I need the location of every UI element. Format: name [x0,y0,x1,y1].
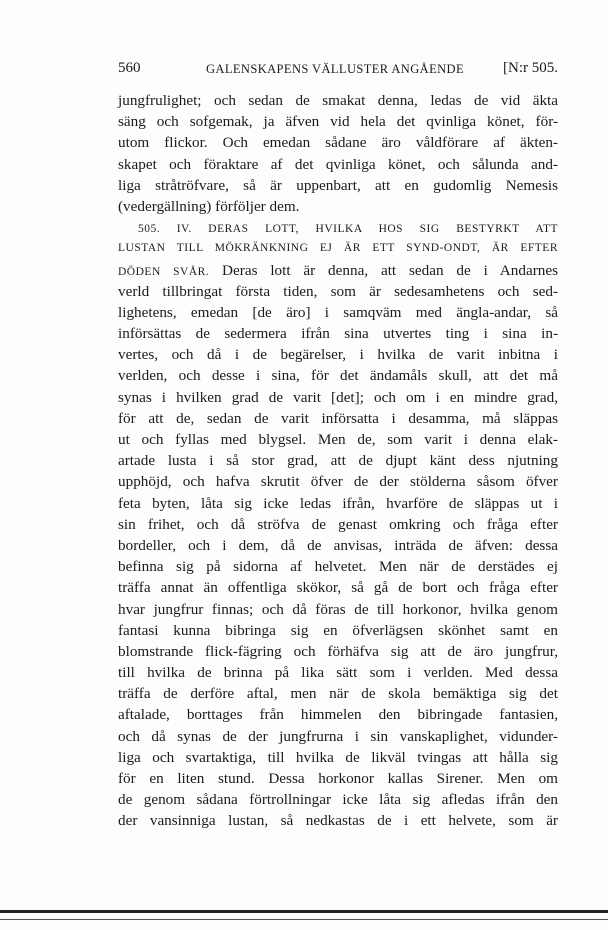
text-line: synas i hvilken grad de varit [det]; och om i en mindre grad, [118,388,558,406]
paragraph-start: Deras lott är denna, att sedan de i Andarnes [209,261,559,279]
text-line: införsättas de sedermera ifrån sina utvertes ting i sina in- [118,325,558,343]
text-line: der vansinniga lustan, så nedkastas de i ett helvete, som är [118,812,558,830]
text-line: liga stråtröfvare, så är uppenbart, att en gudomlig Nemesis [118,176,558,194]
text-line: jungfrulighet; och sedan de smakat denna, ledas de vid äkta [118,92,558,109]
page-bottom-edge [0,910,608,913]
text-line: för att de, sedan de varit införsatta i desamma, må släppas [118,409,558,427]
text-line: bordeller, och i dem, då de anvisas, inträda de äfven: dessa [118,536,558,554]
text-line: till hvilka de brinna på lika sätt som i verlden. Med dessa [118,664,558,682]
text-line: feta byten, låta sig icke ledas ifrån, hvarföre de släppas ut i [118,494,558,512]
text-line: sin frihet, och då ströfva de genast omkring och fråga efter [118,515,558,533]
text-line: artade lusta i så stor grad, att de djupt känt dess njutning [118,452,558,470]
text-line: skapet och föraktare af det qvinliga könet, och sålunda and- [118,155,558,173]
text-line: blomstrande flick-fägring och förhäfva sig att de äro jungfrur, [118,642,558,660]
running-head [118,60,558,80]
text-line: verlden, och desse i sina, för det ändamåls skull, att det må [118,367,558,385]
scan-edge-line [0,919,608,920]
text-line: utom flickor. Och emedan sådane äro våldförare af äkten- [118,134,558,152]
running-title: GALENSKAPENS VÄLLUSTER ANGÅENDE [206,62,465,76]
text-line: liga och svartaktiga, till hvilka de likväl tvingas att hålla sig [118,748,558,766]
section-heading-line [118,217,558,238]
section-heading: 505. IV. DERAS LOTT, HVILKA HOS SIG BESTYRKT ATT [138,223,558,236]
text-line [118,260,558,281]
text-line: vertes, och då i de begärelser, i hvilka de varit inbitna i [118,346,558,364]
section-heading-end: DÖDEN SVÅR. [118,265,210,278]
text-line: verld tillbringat första tiden, som är sedesamhetens och sed- [118,282,558,300]
text-line: träffa annat än offentliga skökor, så gå de bort och fråga efter [118,579,558,597]
text-line: upphöjd, och hafva skrutit öfver de der stölderna såsom öfver [118,473,558,491]
text-line: de genom sådana förtrollningar icke låta sig afledas ifrån den [118,791,558,809]
text-line: ut och fyllas med blygsel. Men de, som varit i denna elak- [118,431,558,448]
text-line: aftalade, borttages från himmelen den bibringade fantasien, [118,706,558,724]
text-line: befinna sig på sidorna af helvetet. Men när de derstädes ej [118,558,558,576]
text-line: (vedergällning) förföljer dem. [118,197,300,215]
text-line: fantasi kunna bibringa sig en öfverlägsen skönhet samt en [118,621,558,639]
body-text [118,90,558,832]
section-heading-line: LUSTAN TILL MÖKRÄNKNING EJ ÄR ETT SYND-ONDT, ÄR EFTER [118,242,558,255]
section-reference: [N:r 505. [503,60,558,76]
text-line: hvar jungfrur finnas; och då föras de till horkonor, hvilka genom [118,600,558,618]
text-line: träffa de derföre aftal, men när de skola bemäktiga sig det [118,685,558,703]
page-number: 560 [118,60,141,76]
text-line: lighetens, emedan [de äro] i samqväm med ängla-andar, så [118,303,558,321]
text-line: och då synas de der jungfrurna i sin vanskaplighet, vidunder- [118,727,558,745]
text-line: säng och sofgemak, ja äfven vid hela det qvinliga könet, för- [118,113,558,131]
text-line: för en liten stund. Dessa horkonor kallas Sirener. Men om [118,770,558,787]
